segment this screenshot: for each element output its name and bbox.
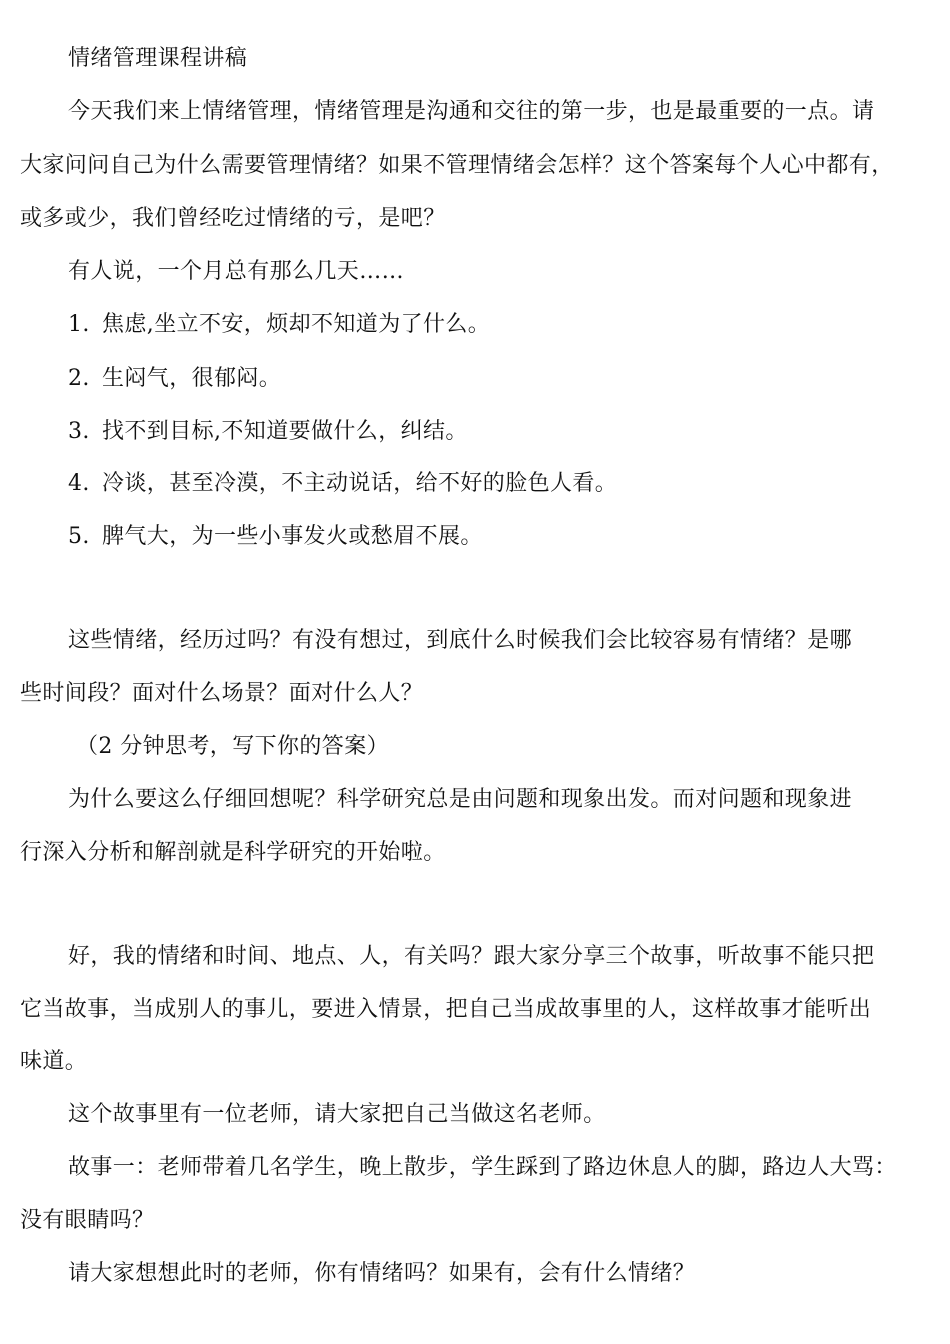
- list-item: [68, 522, 483, 552]
- paragraph-line: 今天我们来上情绪管理，情绪管理是沟通和交往的第一步，也是最重要的一点。请: [68, 99, 875, 124]
- list-item-number: 3.: [68, 419, 90, 444]
- list-item-text: 焦虑,坐立不安，烦却不知道为了什么。: [102, 312, 491, 337]
- paragraph-line: 些时间段？面对什么场景？面对什么人？: [20, 681, 424, 706]
- paragraph-line: 为什么要这么仔细回想呢？科学研究总是由问题和现象出发。而对问题和现象进: [68, 787, 853, 812]
- list-item-number: 4.: [68, 471, 90, 496]
- list-item-number: 5.: [68, 524, 90, 549]
- paragraph-line: 大家问问自己为什么需要管理情绪？如果不管理情绪会怎样？这个答案每个人心中都有，: [20, 153, 894, 178]
- list-item: [68, 469, 617, 499]
- paragraph-line: 这些情绪，经历过吗？有没有想过，到底什么时候我们会比较容易有情绪？是哪: [68, 628, 853, 653]
- paragraph-line: 请大家想想此时的老师，你有情绪吗？如果有，会有什么情绪？: [68, 1261, 696, 1286]
- list-item-text: 生闷气，很郁闷。: [102, 366, 282, 391]
- paragraph-line: 或多或少，我们曾经吃过情绪的亏，是吧？: [20, 206, 446, 231]
- list-item-number: 2.: [68, 366, 90, 391]
- paragraph-line: 好，我的情绪和时间、地点、人，有关吗？跟大家分享三个故事，听故事不能只把: [68, 944, 875, 969]
- list-item-text: 脾气大，为一些小事发火或愁眉不展。: [102, 524, 483, 549]
- think-note: （2 分钟思考，写下你的答案）: [76, 734, 389, 759]
- list-item: [68, 364, 281, 394]
- paragraph-line: 它当故事，当成别人的事儿，要进入情景，把自己当成故事里的人，这样故事才能听出: [20, 997, 872, 1022]
- list-item-text: 找不到目标,不知道要做什么，纠结。: [102, 419, 468, 444]
- paragraph-line: 故事一：老师带着几名学生，晚上散步，学生踩到了路边休息人的脚，路边人大骂：: [68, 1155, 897, 1180]
- paragraph-line: 味道。: [20, 1049, 88, 1074]
- paragraph-line: 有人说，一个月总有那么几天……: [68, 259, 405, 284]
- document-title: 情绪管理课程讲稿: [68, 46, 248, 71]
- list-item: [68, 310, 490, 340]
- paragraph-line: 没有眼睛吗？: [20, 1208, 155, 1233]
- paragraph-line: 这个故事里有一位老师，请大家把自己当做这名老师。: [68, 1102, 606, 1127]
- list-item-text: 冷谈，甚至冷漠，不主动说话，给不好的脸色人看。: [102, 471, 618, 496]
- list-item: [68, 417, 468, 447]
- list-item-number: 1.: [68, 312, 90, 337]
- paragraph-line: 行深入分析和解剖就是科学研究的开始啦。: [20, 840, 446, 865]
